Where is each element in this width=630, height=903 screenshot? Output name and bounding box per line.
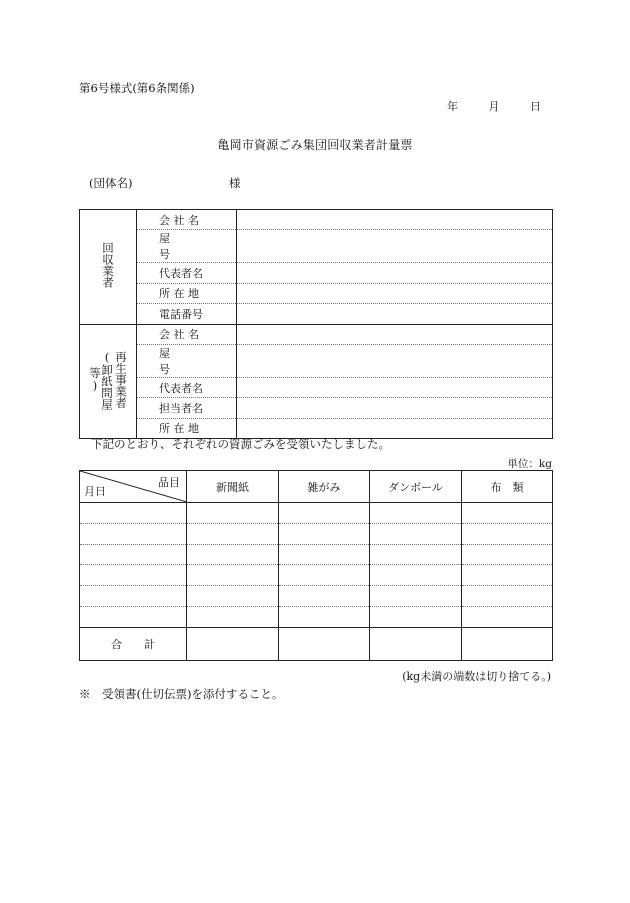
collector-company-field[interactable] bbox=[237, 210, 553, 230]
row-date-cell[interactable] bbox=[80, 503, 187, 524]
form-number: 第6号様式(第6条関係) bbox=[79, 81, 195, 95]
total-cloth-cell[interactable] bbox=[462, 627, 553, 660]
table-row bbox=[80, 586, 553, 607]
recycler-group-text: 再生事業者 bbox=[114, 351, 128, 409]
collector-phone-label: 電話番号 bbox=[137, 304, 237, 324]
newspaper-cell[interactable] bbox=[187, 523, 279, 544]
newspaper-cell[interactable] bbox=[187, 503, 279, 524]
total-row bbox=[80, 627, 553, 660]
cardboard-cell[interactable] bbox=[370, 586, 462, 607]
column-header-cloth: 布 類 bbox=[462, 471, 553, 503]
column-header-mixed-paper: 雑がみ bbox=[279, 471, 370, 503]
document-title: 亀岡市資源ごみ集団回収業者計量票 bbox=[217, 138, 413, 152]
rounding-footnote: (kg未満の端数は切り捨てる。) bbox=[402, 670, 551, 683]
collector-representative-label: 代表者名 bbox=[137, 263, 237, 283]
mixed-paper-cell[interactable] bbox=[279, 606, 370, 627]
newspaper-cell[interactable] bbox=[187, 565, 279, 586]
cardboard-cell[interactable] bbox=[370, 503, 462, 524]
business-info-table bbox=[79, 209, 553, 439]
recycler-group-subtext: (卸紙問屋等) bbox=[88, 349, 114, 410]
cardboard-cell[interactable] bbox=[370, 565, 462, 586]
collector-group-text: 回収業者 bbox=[101, 242, 115, 289]
collector-address-label: 所 在 地 bbox=[137, 283, 237, 303]
receipt-statement: 下記のとおり、それぞれの資源ごみを受領いたしました。 bbox=[91, 437, 390, 451]
cloth-cell[interactable] bbox=[462, 523, 553, 544]
recycler-representative-field[interactable] bbox=[237, 377, 553, 397]
collector-tradename-field[interactable] bbox=[237, 230, 553, 263]
cloth-cell[interactable] bbox=[462, 565, 553, 586]
recycler-company-field[interactable] bbox=[237, 324, 553, 344]
cloth-cell[interactable] bbox=[462, 503, 553, 524]
collector-representative-field[interactable] bbox=[237, 263, 553, 283]
recycler-address-label: 所 在 地 bbox=[137, 418, 237, 438]
row-date-cell[interactable] bbox=[80, 586, 187, 607]
table-row bbox=[80, 503, 553, 524]
collector-phone-field[interactable] bbox=[237, 304, 553, 324]
table-row bbox=[80, 523, 553, 544]
organization-honorific: 様 bbox=[229, 176, 241, 190]
cloth-cell[interactable] bbox=[462, 544, 553, 565]
table-row bbox=[80, 565, 553, 586]
newspaper-cell[interactable] bbox=[187, 586, 279, 607]
total-newspaper-cell[interactable] bbox=[187, 627, 279, 660]
recycler-tradename-label: 屋 号 bbox=[137, 344, 237, 377]
row-date-cell[interactable] bbox=[80, 565, 187, 586]
row-date-cell[interactable] bbox=[80, 523, 187, 544]
collector-company-label: 会 社 名 bbox=[137, 210, 237, 230]
corner-item-label: 品目 bbox=[158, 476, 180, 489]
mixed-paper-cell[interactable] bbox=[279, 586, 370, 607]
cloth-cell[interactable] bbox=[462, 586, 553, 607]
recycler-company-label: 会 社 名 bbox=[137, 324, 237, 344]
mixed-paper-cell[interactable] bbox=[279, 565, 370, 586]
total-cardboard-cell[interactable] bbox=[370, 627, 462, 660]
weights-table bbox=[79, 470, 553, 661]
recycler-representative-label: 代表者名 bbox=[137, 377, 237, 397]
corner-date-label: 月日 bbox=[84, 485, 106, 498]
mixed-paper-cell[interactable] bbox=[279, 523, 370, 544]
unit-label: 単位：kg bbox=[507, 458, 552, 470]
cardboard-cell[interactable] bbox=[370, 606, 462, 627]
mixed-paper-cell[interactable] bbox=[279, 544, 370, 565]
cardboard-cell[interactable] bbox=[370, 544, 462, 565]
collector-address-field[interactable] bbox=[237, 283, 553, 303]
mixed-paper-cell[interactable] bbox=[279, 503, 370, 524]
cardboard-cell[interactable] bbox=[370, 523, 462, 544]
total-mixed-paper-cell[interactable] bbox=[279, 627, 370, 660]
collector-group-label bbox=[80, 210, 137, 325]
table-row bbox=[80, 544, 553, 565]
attachment-note: ※ 受領書(仕切伝票)を添付すること。 bbox=[79, 687, 284, 701]
row-date-cell[interactable] bbox=[80, 544, 187, 565]
date-day[interactable]: 日 bbox=[530, 100, 541, 113]
newspaper-cell[interactable] bbox=[187, 606, 279, 627]
cloth-cell[interactable] bbox=[462, 606, 553, 627]
row-date-cell[interactable] bbox=[80, 606, 187, 627]
column-header-newspaper: 新聞紙 bbox=[187, 471, 279, 503]
collector-tradename-label: 屋 号 bbox=[137, 230, 237, 263]
recycler-tradename-field[interactable] bbox=[237, 344, 553, 377]
recycler-group-label bbox=[80, 324, 137, 439]
recycler-contact-field[interactable] bbox=[237, 398, 553, 418]
table-row bbox=[80, 606, 553, 627]
newspaper-cell[interactable] bbox=[187, 544, 279, 565]
date-line bbox=[447, 98, 541, 114]
recycler-contact-label: 担当者名 bbox=[137, 398, 237, 418]
date-month[interactable]: 月 bbox=[488, 100, 500, 113]
column-header-cardboard: ダンボール bbox=[370, 471, 462, 503]
date-year[interactable]: 年 bbox=[447, 100, 458, 113]
total-label: 合 計 bbox=[80, 627, 187, 660]
organization-label: (団体名) bbox=[89, 176, 133, 190]
corner-header-cell bbox=[80, 471, 187, 503]
